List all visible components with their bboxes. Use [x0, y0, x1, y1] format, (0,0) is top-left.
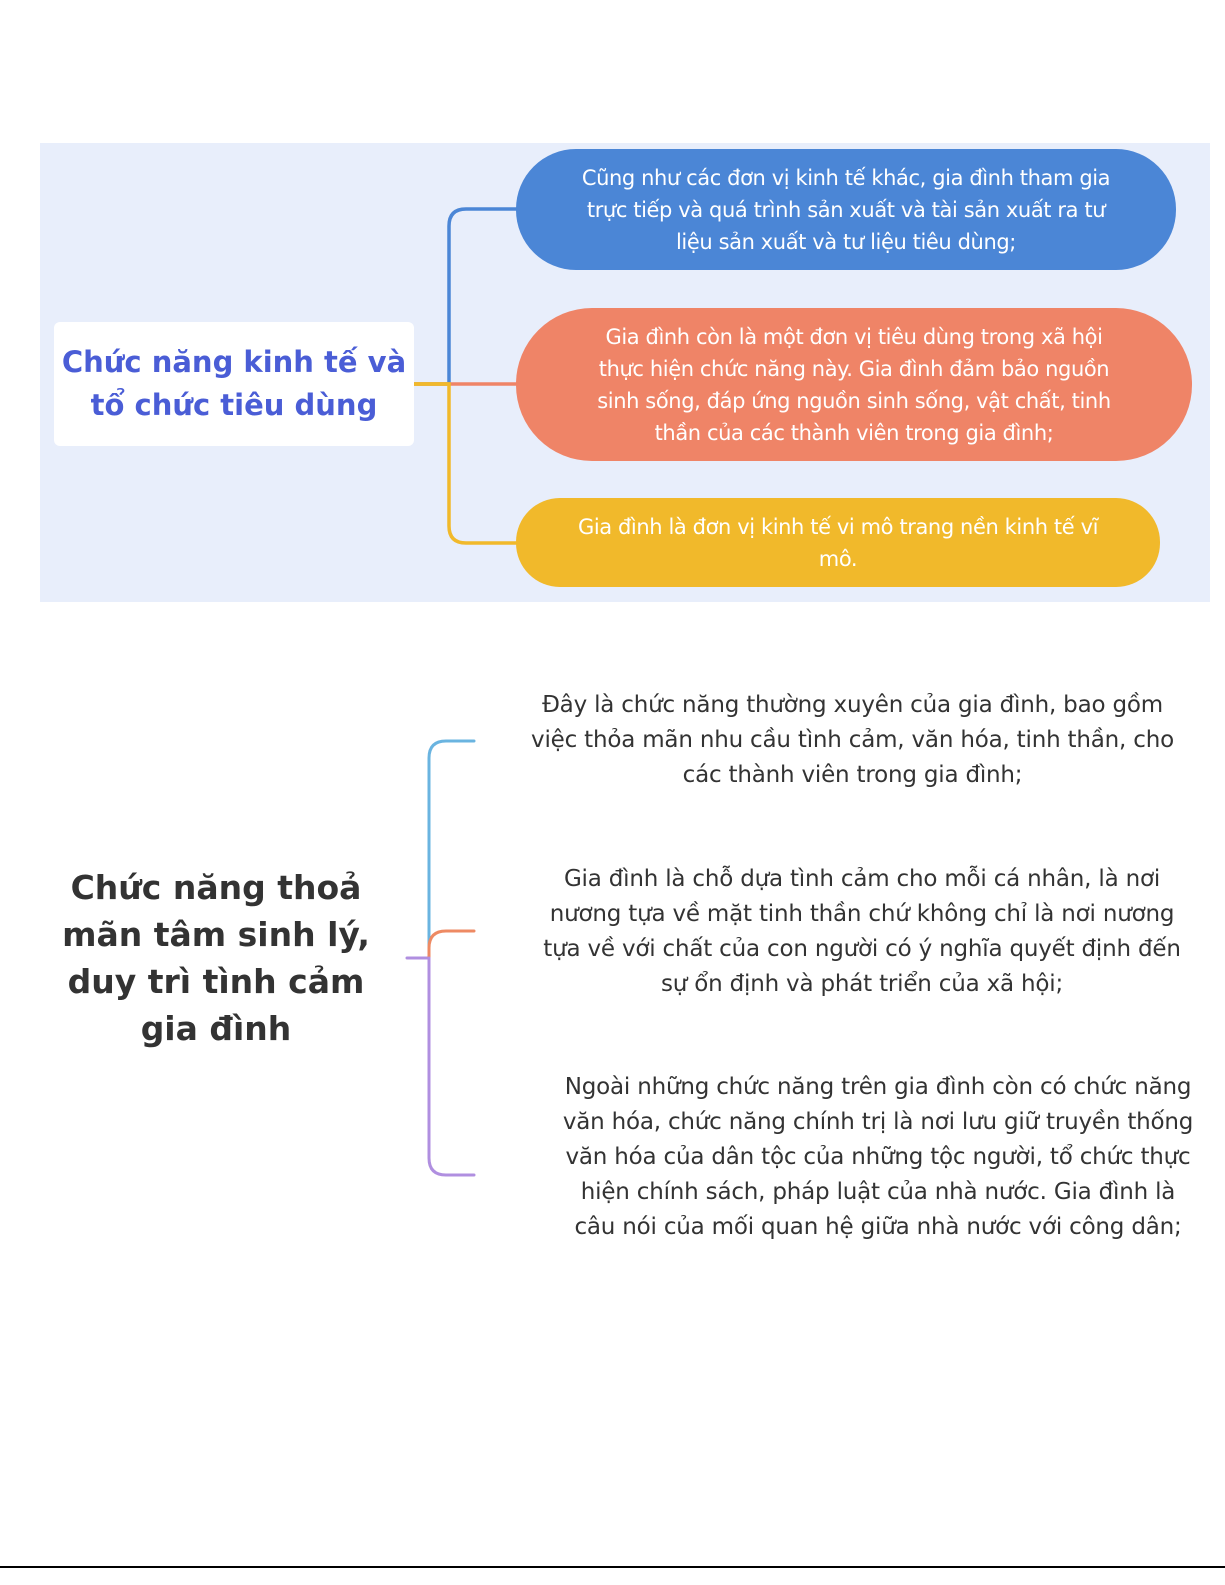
mindmap-2-branch-1-text: Đây là chức năng thường xuyên của gia đình, bao gồm việc thỏa mãn nhu cầu tình cảm, văn hóa, tinh thần, cho các thành viên trong gia đình; — [531, 692, 1174, 788]
mindmap-1-branch-1 — [516, 149, 1176, 270]
mindmap-2-branch-2-text: Gia đình là chỗ dựa tình cảm cho mỗi cá nhân, là nơi nương tựa về mặt tinh thần chứ không chỉ là nơi nương tựa về với chất của con người có ý nghĩa quyết định đến sự ổn định và phát triển của xã hội; — [543, 866, 1181, 997]
mindmap-1-branch-3 — [516, 498, 1160, 587]
connector-2-3 — [429, 958, 474, 1175]
mindmap-2-connectors — [407, 741, 474, 1175]
connector-1-3 — [414, 384, 516, 543]
mindmap-1-branch-3-text: Gia đình là đơn vị kinh tế vi mô trang nền kinh tế vĩ mô. — [577, 514, 1099, 571]
connector-2-1 — [429, 741, 474, 958]
mindmap-1-branch-1-text: Cũng như các đơn vị kinh tế khác, gia đình tham gia trực tiếp và quá trình sản xuất và tài sản xuất ra tư liệu sản xuất và tư liệu tiêu dùng; — [581, 165, 1111, 254]
mindmap-1-connectors — [414, 209, 516, 543]
page-bottom-rule — [0, 1566, 1225, 1568]
mindmap-1-root-node — [54, 322, 414, 446]
mindmap-1-branch-2-text: Gia đình còn là một đơn vị tiêu dùng trong xã hội thực hiện chức năng này. Gia đình đảm bảo nguồn sinh sống, đáp ứng nguồn sinh sống, vật chất, tinh thần của các thành viên trong gia đình; — [597, 324, 1111, 445]
mindmap-1-branch-2 — [516, 308, 1192, 461]
mindmap-1-root-label: Chức năng kinh tế và tổ chức tiêu dùng — [61, 345, 407, 422]
connector-1-1 — [414, 209, 516, 384]
mindmap-2-root-label: Chức năng thoả mãn tâm sinh lý, duy trì tình cảm gia đình — [62, 868, 370, 1048]
connector-2-2 — [429, 931, 474, 958]
mindmap-2-branch-3-text: Ngoài những chức năng trên gia đình còn có chức năng văn hóa, chức năng chính trị là nơi lưu giữ truyền thống văn hóa của dân tộc của những tộc người, tổ chức thực hiện chính sách, pháp luật của nhà nước. Gia đình là câu nói của mối quan hệ giữa nhà nước với công dân; — [562, 1074, 1194, 1240]
